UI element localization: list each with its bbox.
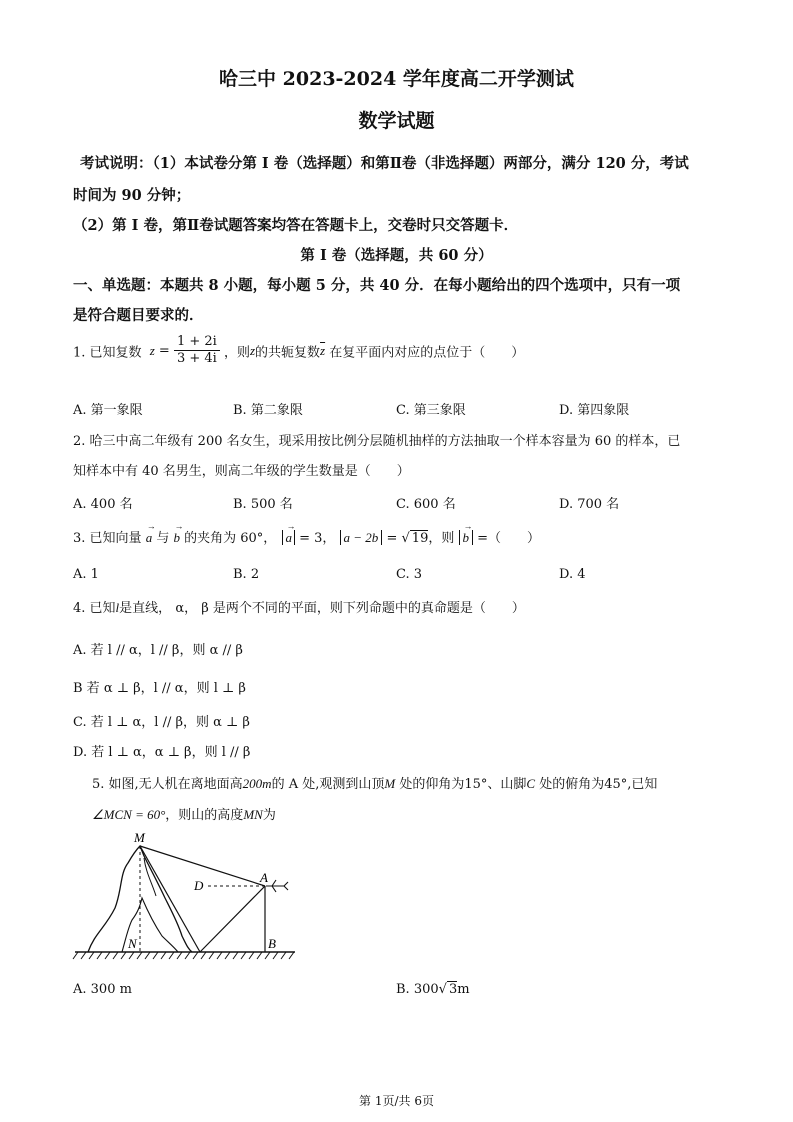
q3-end: =（ ） — [477, 531, 541, 546]
q2-option-a[interactable]: A. 400 名 — [73, 497, 133, 512]
q5-text-b: 的 A 处,观测到山顶 — [271, 777, 385, 792]
q1-denominator: 3 + 4i — [176, 351, 217, 367]
label-n: N — [128, 936, 137, 951]
q5-line-2 — [92, 804, 276, 823]
instructions-line-3: （2）第 I 卷，第Ⅱ卷试题答案均答在答题卡上，交卷时只交答题卡． — [73, 217, 519, 234]
section-title: 第 I 卷（选择题，共 60 分） — [300, 247, 493, 264]
q4-option-c[interactable]: C. 若 l ⊥ α，l // β，则 α ⊥ β — [73, 715, 250, 730]
label-a: A — [260, 870, 268, 885]
q1-z-2: z — [249, 342, 256, 358]
q3-and: 与 — [156, 531, 170, 546]
instructions-line-1: 考试说明：（1）本试卷分第 I 卷（选择题）和第Ⅱ卷（非选择题）两部分，满分 120 分，考试 — [80, 155, 689, 172]
q3-vector-b: → b — [173, 521, 184, 545]
q3-option-b[interactable]: B. 2 — [233, 567, 260, 582]
q1-option-d[interactable]: D. 第四象限 — [559, 403, 630, 418]
label-d: D — [194, 878, 204, 893]
label-m: M — [134, 830, 145, 845]
q5-m: M — [384, 776, 396, 791]
q3-a-value: = 3， — [299, 531, 336, 546]
q1-z: z — [149, 342, 155, 358]
q5-option-b[interactable] — [396, 982, 470, 997]
q1-eq: = — [158, 343, 170, 359]
q1-fraction — [174, 334, 220, 368]
q4-option-d[interactable]: D. 若 l ⊥ α，α ⊥ β，则 l // β — [73, 745, 251, 760]
q2-line-1: 2. 哈三中高二年级有 200 名女生，现采用按比例分层随机抽样的方法抽取一个样本容量为 60 的样本，已 — [73, 434, 681, 449]
drone-icon — [266, 880, 288, 892]
q5-option-b-sqrt: √ 3 — [438, 982, 458, 997]
q1-zbar: $\overline{z}$ — [320, 342, 326, 358]
q3-sqrt: √ 19 — [401, 531, 429, 546]
q3-b-magnitude: → b — [459, 530, 474, 545]
q5-text-e: 处的俯角为 — [539, 777, 605, 792]
q5-elev-2: 45° — [604, 777, 628, 792]
section-heading-line-2: 是符合题目要求的． — [73, 307, 204, 324]
q3-expression: a − 2b — [340, 530, 383, 545]
q3-vector-a: → a — [145, 521, 156, 545]
q4-stem: 4. 已知 — [73, 601, 116, 616]
label-b: B — [268, 936, 276, 951]
q1-option-a[interactable]: A. 第一象限 — [73, 403, 143, 418]
q4-l: l — [115, 600, 120, 615]
q5-option-b-unit: m — [457, 982, 470, 997]
q5-text-h: 为 — [262, 808, 276, 823]
instructions-line-2: 时间为 90 分钟； — [73, 187, 191, 204]
q5-text-c: 处的仰角为 — [399, 777, 465, 792]
q3-prefix: 3. 已知向量 — [73, 531, 142, 546]
question-3 — [73, 521, 541, 546]
q4-comma: ， — [184, 601, 198, 616]
q1-option-b[interactable]: B. 第二象限 — [233, 403, 303, 418]
q2-option-c[interactable]: C. 600 名 — [396, 497, 456, 512]
q5-text-d: 、山脚 — [487, 777, 527, 792]
page-subtitle: 数学试题 — [358, 110, 435, 132]
q4-stem2: 是直线， — [119, 601, 172, 616]
q5-mountain-figure — [70, 828, 300, 968]
page-title: 哈三中 2023-2024 学年度高二开学测试 — [219, 68, 574, 90]
question-1 — [73, 334, 524, 368]
section-heading-line-1: 一、单选题：本题共 8 小题，每小题 5 分，共 40 分．在每小题给出的四个选项中，只有一项 — [73, 277, 681, 294]
q5-option-a[interactable]: A. 300 m — [73, 982, 132, 997]
q5-angle: ∠MCN = 60° — [92, 807, 166, 822]
q5-option-b-prefix: B. — [396, 982, 410, 997]
q3-a-magnitude: → a — [282, 530, 295, 545]
q4-option-b[interactable]: B 若 α ⊥ β，l // α，则 l ⊥ β — [73, 681, 246, 696]
question-4 — [73, 597, 525, 616]
q4-alpha: α — [175, 601, 185, 616]
q5-height: 200m — [242, 776, 272, 791]
q3-option-c[interactable]: C. 3 — [396, 567, 423, 582]
q3-option-a[interactable]: A. 1 — [73, 567, 99, 582]
q1-prefix: 1. 已知复数 — [73, 345, 142, 361]
q2-line-2: 知样本中有 40 名男生，则高二年级的学生数量是（ ） — [73, 464, 410, 479]
q1-mid1: ，则 — [223, 345, 250, 361]
q5-text-f: ,已知 — [627, 777, 658, 792]
q1-option-c[interactable]: C. 第三象限 — [396, 403, 466, 418]
segment-ac — [200, 886, 265, 952]
q2-option-b[interactable]: B. 500 名 — [233, 497, 293, 512]
q3-then: ，则 — [428, 531, 455, 546]
q5-mn: MN — [243, 807, 263, 822]
q3-eq: = — [386, 531, 398, 546]
q4-stem3: 是两个不同的平面，则下列命题中的真命题是（ ） — [212, 601, 525, 616]
q5-option-b-num: 300 — [413, 982, 439, 997]
q3-angle: 的夹角为 60°， — [184, 531, 277, 546]
q1-numerator: 1 + 2i — [174, 334, 220, 351]
q5-text-a: 5. 如图,无人机在离地面高 — [92, 777, 243, 792]
q4-option-a[interactable]: A. 若 l // α，l // β，则 α // β — [73, 643, 243, 658]
q3-option-d[interactable]: D. 4 — [559, 567, 586, 582]
q5-c: C — [526, 776, 536, 791]
q5-line-1 — [92, 773, 657, 792]
page-footer: 第 1页/共 6页 — [359, 1094, 434, 1108]
q1-mid2: 的共轭复数 — [255, 345, 321, 361]
q5-elev-1: 15° — [464, 777, 488, 792]
q2-option-d[interactable]: D. 700 名 — [559, 497, 620, 512]
ground-hatching — [73, 952, 294, 959]
q4-beta: β — [201, 601, 209, 616]
q5-text-g: ，则山的高度 — [165, 808, 244, 823]
q1-suffix: 在复平面内对应的点位于（ ） — [329, 345, 525, 361]
